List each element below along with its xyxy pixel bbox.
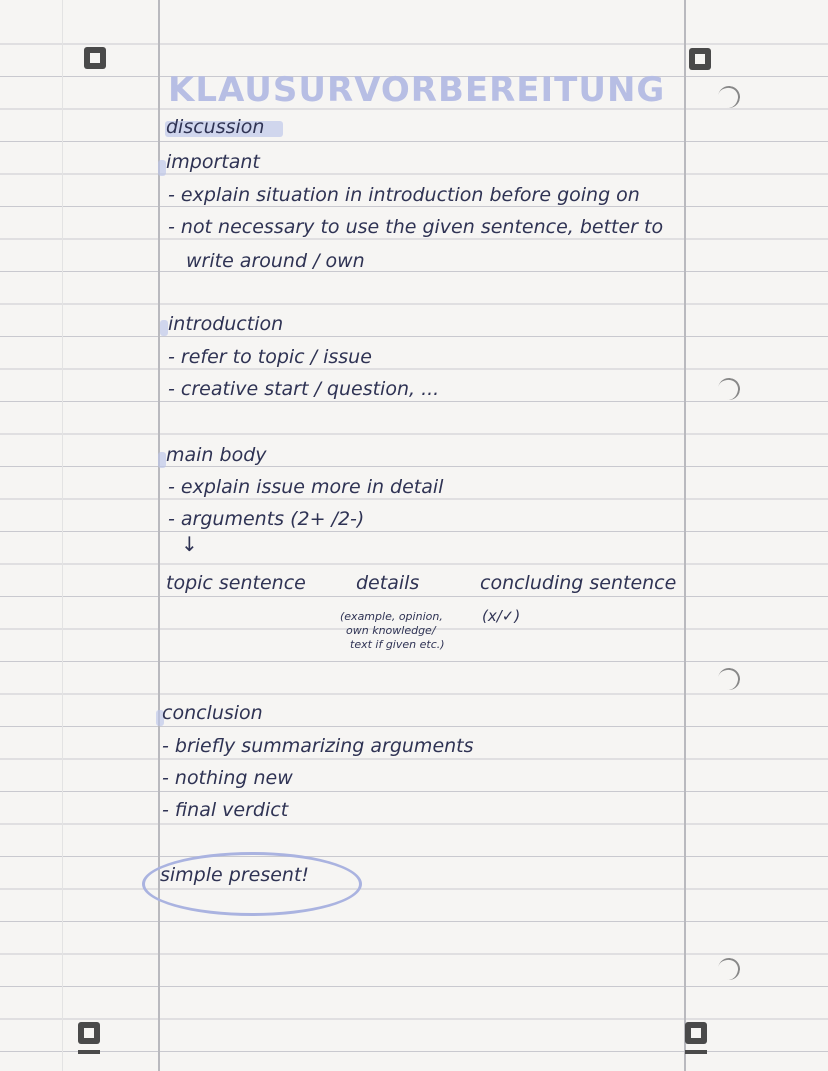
- punch-hole-icon: [716, 666, 741, 691]
- heading-conclusion: conclusion: [162, 702, 263, 724]
- down-arrow-icon: ↓: [181, 532, 198, 556]
- heading-introduction: introduction: [168, 313, 284, 335]
- list-item: - final verdict: [162, 799, 289, 821]
- list-item: - nothing new: [162, 767, 293, 789]
- corner-mark-icon: [84, 47, 106, 69]
- list-item: write around / own: [186, 250, 365, 272]
- highlight-mark: [160, 320, 168, 336]
- highlight-mark: [158, 160, 166, 176]
- corner-mark-icon: [685, 1022, 707, 1044]
- corner-mark-icon: [689, 48, 711, 70]
- subtitle-discussion: discussion: [166, 116, 265, 138]
- concluding-note: (x/✓): [482, 607, 521, 625]
- page-edge-line: [62, 0, 63, 1071]
- list-item: - briefly summarizing arguments: [162, 735, 474, 757]
- right-margin-line: [684, 0, 686, 1071]
- heading-main-body: main body: [166, 444, 267, 466]
- column-details: details: [356, 572, 420, 594]
- note-simple-present: simple present!: [160, 864, 310, 886]
- details-note-line: text if given etc.): [350, 638, 445, 651]
- details-note-line: own knowledge/: [346, 624, 436, 637]
- page-title: KLAUSURVORBEREITUNG: [168, 70, 666, 110]
- heading-important: important: [166, 151, 260, 173]
- list-item: - refer to topic / issue: [168, 346, 372, 368]
- list-item: - explain issue more in detail: [168, 476, 444, 498]
- list-item: - creative start / question, ...: [168, 378, 440, 400]
- punch-hole-icon: [716, 376, 741, 401]
- corner-mark-icon: [78, 1022, 100, 1044]
- details-note-line: (example, opinion,: [340, 610, 443, 623]
- punch-hole-icon: [716, 956, 741, 981]
- list-item: - explain situation in introduction before going on: [168, 184, 640, 206]
- list-item: - arguments (2+ /2-): [168, 508, 365, 530]
- highlight-mark: [158, 452, 166, 468]
- column-topic-sentence: topic sentence: [166, 572, 306, 594]
- punch-hole-icon: [716, 84, 741, 109]
- column-concluding-sentence: concluding sentence: [480, 572, 677, 594]
- list-item: - not necessary to use the given sentence, better to: [168, 216, 664, 238]
